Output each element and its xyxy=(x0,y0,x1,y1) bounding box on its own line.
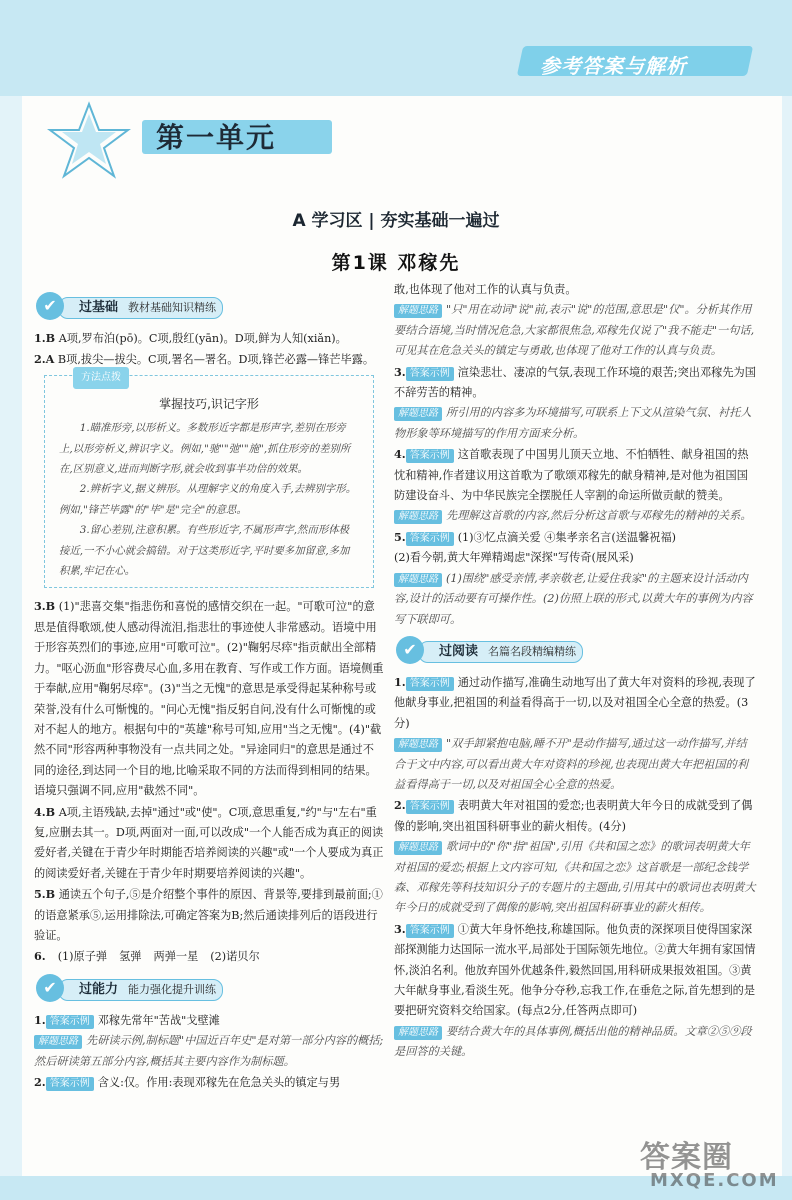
answer-banner-title: 参考答案与解析 xyxy=(540,54,687,78)
answer-item: 5.B 通读五个句子,⑤是介绍整个事件的原因、背景等,要排到最前面;①的语意紧承⑤,运用排除法,可确定答案为B;然后通读排列后的语段进行验证。 xyxy=(34,887,383,942)
explanation: 解题思路 先研读示例,制标题"中国近百年史"是对第一部分内容的概括;然后研读第五部分内容,概括其主要内容作为制标题。 xyxy=(34,1034,384,1068)
section-pill xyxy=(418,641,583,663)
section-reading-header xyxy=(394,636,756,666)
unit-title: 第一单元 xyxy=(156,121,277,154)
checkmark-icon: ✔ xyxy=(36,974,64,1002)
watermark-logo: 答案圈 xyxy=(640,1140,733,1175)
explanation: 解题思路 先理解这首歌的内容,然后分析这首歌与邓稼先的精神的关系。 xyxy=(394,506,756,526)
section-subtitle: 教材基础知识精练 xyxy=(128,300,217,314)
checkmark-icon: ✔ xyxy=(36,292,64,320)
explanation: 解题思路 所引用的内容多为环境描写,可联系上下文从渲染气氛、衬托人物形象等环境描写的作用方面来分析。 xyxy=(394,406,752,440)
lesson-title: 第1课 邓稼先 xyxy=(331,252,461,274)
tips-label: 方法点拨 xyxy=(73,367,129,389)
answer-item: 3. 答案示例 ①黄大年身怀绝技,称雄国际。他负责的深探项目使得国家深部探测能力达国际一流水平,局部处于国际领先地位。②黄大年拥有家国情怀,淡泊名利。他放弃国外优越条件,毅然回国,用科研成果报效祖国。③黄大年献身事业,看淡生死。他争分夺秒,忘我工作,在垂危之际,首先想到的是要把研究资料交给国家。(每点2分,任答两点即可) xyxy=(394,921,756,1018)
explanation: 解题思路 歌词中的"你"指"祖国",引用《共和国之恋》的歌词表明黄大年对祖国的爱恋;根据上文内容可知,《共和国之恋》这首歌是一部纪念钱学森、邓稼先等科技知识分子的专题片的主题曲,引用其中的歌词也表明黄大年今日的成就受到了偶像的影响,突出祖国科研事业的薪火相传。 xyxy=(394,840,756,915)
tips-paragraph: 3.留心差别,注意积累。有些形近字,不属形声字,然而形体极接近,一不小心就会搞错。对于这类形近字,平时要多加留意,多加积累,牢记在心。 xyxy=(59,524,350,578)
explanation: 解题思路 "只"用在动词"说"前,表示"说"的范围,意思是"仅"。分析其作用要结合语境,当时情况危急,大家都很焦急,邓稼先仅说了"我不能走"一句话,可见其在危急关头的镇定与勇敢,也体现了他对工作的认真与负责。 xyxy=(394,303,755,358)
answer-item: 4.B A项,主语残缺,去掉"通过"或"使"。C项,意思重复,"约"与"左右"重复,应删去其一。D项,两面对一面,可以改成"一个人能否成为真正的阅读爱好者,关键在于青少年时期能否培养阅读的兴趣"或"一个人要成为真正的阅读爱好者,关键在于青少年时期要培养阅读的兴趣"。 xyxy=(34,804,384,880)
star-icon xyxy=(44,100,134,180)
section-a-title: A 学习区 | 夯实基础一遍过 xyxy=(292,211,500,231)
answer-continuation: 敢,也体现了他对工作的认真与负责。 xyxy=(394,283,577,296)
section-ability-header xyxy=(34,974,384,1004)
right-column xyxy=(394,280,756,1063)
answer-item: 2. 答案示例 表明黄大年对祖国的爱恋;也表明黄大年今日的成就受到了偶像的影响,突出祖国科研事业的薪火相传。(4分) xyxy=(394,798,753,833)
section-subtitle: 能力强化提升训练 xyxy=(128,982,217,996)
answer-item: 4. 答案示例 这首歌表现了中国男儿顶天立地、不怕牺牲、献身祖国的热忱和精神,作者建议用这首歌为了歌颂邓稼先的献身精神,是对他为祖国国防建设奋斗、为中华民族完全摆脱任人宰割的命运所做贡献的赞美。 xyxy=(394,447,749,503)
watermark-site: MXQE.COM xyxy=(650,1170,779,1191)
answer-item: 1. 答案示例 通过动作描写,准确生动地写出了黄大年对资料的珍视,表现了他献身事业,把祖国的利益看得高于一切,以及对祖国全心全意的热爱。(3分) xyxy=(394,674,756,730)
answer-item: 1. 答案示例 邓稼先常年"苦战"戈壁滩 xyxy=(34,1012,220,1027)
section-subtitle: 名篇名段精编精练 xyxy=(488,644,577,658)
tips-heading: 掌握技巧,识记字形 xyxy=(159,396,259,411)
section-name: 过阅读 xyxy=(439,643,479,659)
answer-item: 2.A B项,拔尖—拔尖。C项,署名—署名。D项,锋芒必露—锋芒毕露。 xyxy=(34,352,375,367)
section-pill xyxy=(58,297,223,319)
section-pill xyxy=(58,979,223,1001)
explanation: 解题思路 要结合黄大年的具体事例,概括出他的精神品质。文章②⑤⑨段是回答的关键。 xyxy=(394,1024,752,1059)
left-column xyxy=(34,286,384,1093)
explanation: 解题思路 (1)围绕"感受亲情,孝亲敬老,让爱住我家"的主题来设计活动内容,设计的活动要有可操作性。(2)仿照上联的形式,以黄大年的事例为内容写下联即可。 xyxy=(394,571,753,626)
answer-item: 1.B A项,罗布泊(pō)。C项,殷红(yān)。D项,鲜为人知(xiǎn)。 xyxy=(34,331,347,345)
unit-heading xyxy=(44,100,344,180)
answer-item: 3.B (1)"悲喜交集"指悲伤和喜悦的感情交织在一起。"可歌可泣"的意思是值得歌颂,使人感动得流泪,指悲壮的事迹使人非常感动。语境中用于形容英烈们的事迹,应用"可歌可泣"。(2)"鞠躬尽瘁"指贡献出全部精力。"呕心沥血"形容费尽心血,多用在教育、写作或工作方面。语境侧重于奉献,应用"鞠躬尽瘁"。(3)"当之无愧"的意思是承受得起某种称号或荣誉,没有什么可惭愧的。"问心无愧"指反躬自问,没有什么可惭愧的或对不起人的地方。根据句中的"英雄"称号可知,应用"当之无愧"。(4)"截然不同"形容两种事物没有一点共同之处。"异途同归"的意思是通过不同的途径,到达同一个目的地,比喻采取不同的方法而得到相同的结果。语境只强调不同,应用"截然不同"。 xyxy=(34,599,384,798)
answer-item: 3. 答案示例 渲染悲壮、凄凉的气氛,表现工作环境的艰苦;突出邓稼先为国不辞劳苦的精神。 xyxy=(394,364,756,400)
checkmark-icon: ✔ xyxy=(396,636,424,664)
answer-item: 2. 答案示例 含义:仅。作用:表现邓稼先在危急关头的镇定与男 xyxy=(34,1075,341,1089)
section-basics-header xyxy=(34,292,384,322)
tips-paragraph: 1.瞄准形旁,以形析义。多数形近字都是形声字,差别在形旁上,以形旁析义,辨识字义。例如,"驰""弛""施",抓住形旁的差别所在,区别意义,进而判断字形,就会收到事半功倍的效果。 xyxy=(59,422,351,476)
section-name: 过基础 xyxy=(79,299,119,315)
answer-item: 5. 答案示例 (1)③忆点滴关爱 ④集孝亲名言(送温馨祝福) xyxy=(394,529,677,544)
section-name: 过能力 xyxy=(79,981,119,997)
tips-box xyxy=(44,371,374,589)
tips-paragraph: 2.辨析字义,据义辨形。从理解字义的角度入手,去辨别字形。例如,"锋芒毕露"的"毕"是"完全"的意思。 xyxy=(59,483,357,516)
explanation: 解题思路 "双手卸紧抱电脑,睡不开"是动作描写,通过这一动作描写,并结合于文中内容,可以看出黄大年对资料的珍视,也表现出黄大年把祖国的利益看得高于一切,以及对祖国全心全意的热爱。 xyxy=(394,737,748,791)
answer-item: (2)看今朝,黄大年殚精竭虑"深探"写传奇(展风采) xyxy=(394,551,634,565)
answer-item: 6. (1)原子弹 氢弹 两弹一星 (2)诺贝尔 xyxy=(34,949,260,964)
